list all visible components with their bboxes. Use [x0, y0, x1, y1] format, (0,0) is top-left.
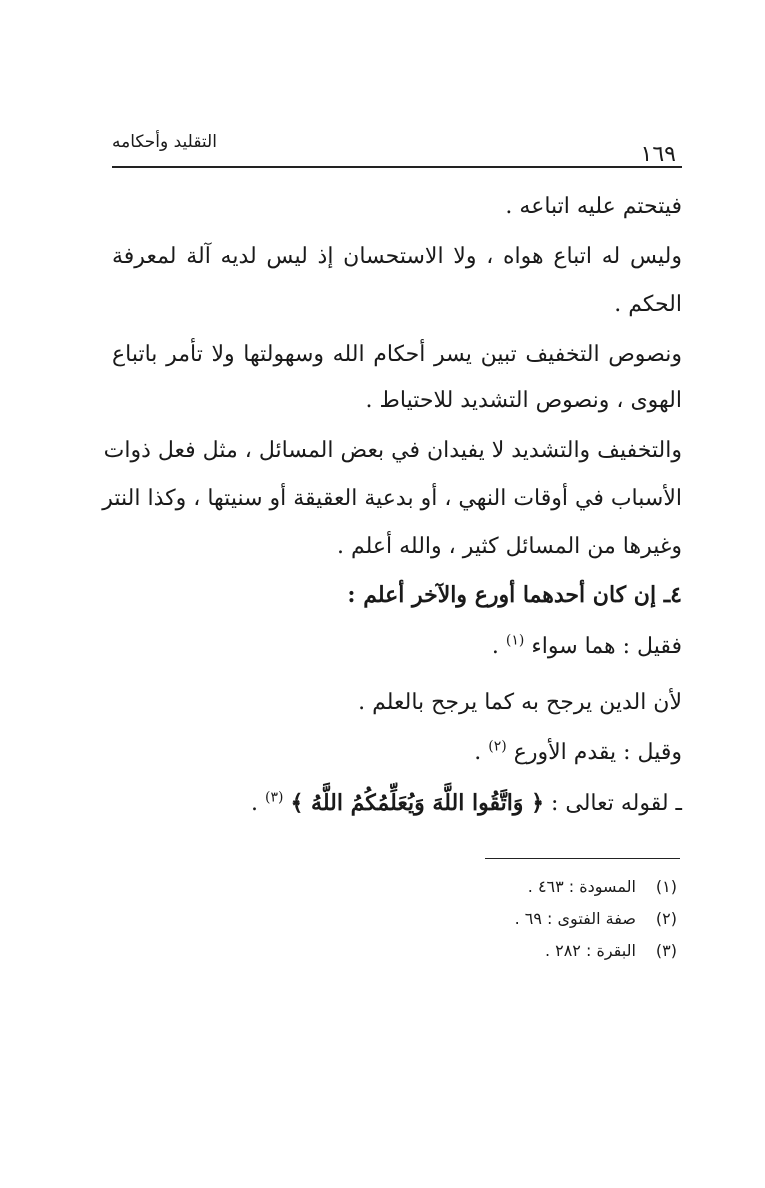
footnote-1: [528, 876, 677, 898]
body-line-11: [112, 738, 682, 768]
footnote-ref-2: (٢): [488, 738, 507, 755]
body-line-10: لأن الدين يرجح به كما يرجح بالعلم .: [358, 690, 682, 715]
footnote-3: [545, 940, 677, 962]
footnote-rule: [485, 858, 680, 859]
body-line-11-text: وقيل : يقدم الأورع: [513, 740, 682, 765]
body-line-9-text: فقيل : هما سواء: [531, 634, 682, 659]
footnote-ref-1: (١): [505, 632, 525, 649]
body-line-5: الهوى ، ونصوص التشديد للاحتياط .: [365, 388, 682, 413]
footnote-text: المسودة : ٤٦٣ .: [527, 877, 636, 896]
footnote-ref-3: (٣): [265, 789, 284, 806]
body-line-11-end: .: [474, 740, 482, 765]
body-line-12-end: .: [251, 791, 259, 816]
quran-verse: ﴿ وَاتَّقُوا اللَّهَ وَيُعَلِّمُكُمُ اللَّهُ ﴾: [290, 790, 544, 816]
body-line-12-pre: ـ لقوله تعالى :: [543, 791, 682, 816]
footnote-text: البقرة : ٢٨٢ .: [544, 941, 636, 960]
body-line-7: الأسباب في أوقات النهي ، أو بدعية العقيقة أو سنيتها ، وكذا النتر: [102, 486, 682, 511]
footnote-text: صفة الفتوى : ٦٩ .: [514, 909, 636, 928]
footnote-number: (٣): [655, 941, 677, 960]
body-line-6: والتخفيف والتشديد لا يفيدان في بعض المسائل ، مثل فعل ذوات: [103, 438, 682, 463]
body-line-12: [112, 788, 682, 819]
body-line-8: وغيرها من المسائل كثير ، والله أعلم .: [336, 534, 682, 559]
body-line-2: وليس له اتباع هواه ، ولا الاستحسان إذ ليس لديه آلة لمعرفة: [112, 244, 682, 269]
body-line-1: فيتحتم عليه اتباعه .: [505, 194, 682, 219]
footnote-number: (١): [655, 877, 677, 896]
running-title: التقليد وأحكامه: [112, 132, 217, 152]
page-number: ١٦٩: [640, 142, 676, 167]
footnote-2: [515, 908, 677, 930]
body-line-9-end: .: [491, 634, 499, 659]
section-heading: ٤ـ إن كان أحدهما أورع والآخر أعلم :: [347, 582, 682, 608]
header-rule: [112, 166, 682, 168]
footnote-number: (٢): [655, 909, 677, 928]
page-header: [112, 128, 682, 167]
body-line-4: ونصوص التخفيف تبين يسر أحكام الله وسهولتها ولا تأمر باتباع: [112, 342, 682, 367]
body-line-3: الحكم .: [614, 292, 682, 317]
body-line-9: [112, 632, 682, 662]
